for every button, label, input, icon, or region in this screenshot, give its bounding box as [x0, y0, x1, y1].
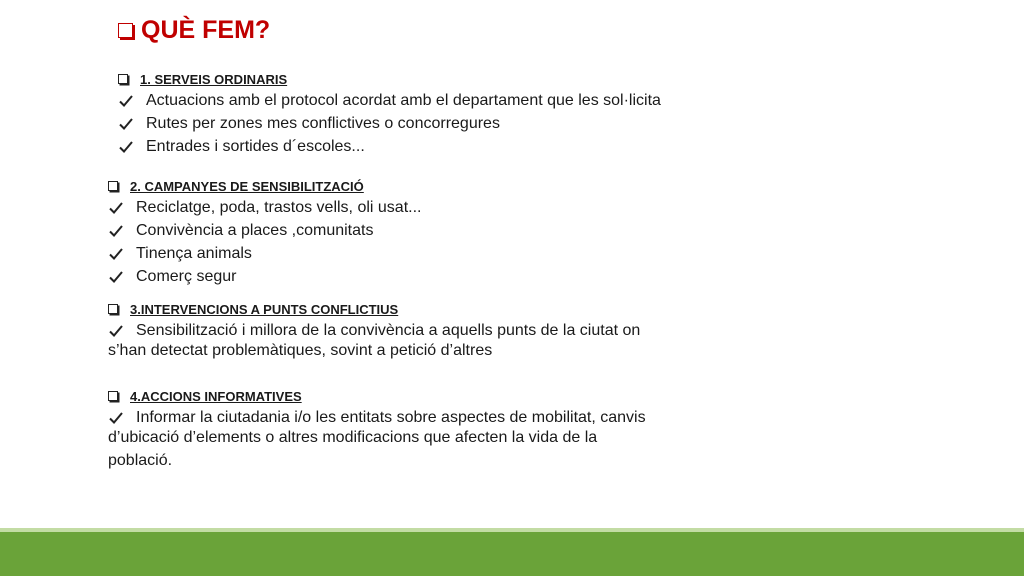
- square-bullet-icon: [108, 391, 118, 401]
- list-item: Comerç segur: [108, 265, 421, 288]
- checkmark-icon: [118, 139, 134, 155]
- list-item-continuation: població.: [108, 452, 173, 469]
- checkmark-icon: [108, 323, 124, 339]
- list-item: Actuacions amb el protocol acordat amb el departament que les sol·licita: [118, 89, 661, 112]
- list-item-continuation: d’ubicació d’elements o altres modificacions que afecten la vida de la: [108, 429, 598, 446]
- checkmark-icon: [108, 200, 124, 216]
- list-item: Informar la ciutadania i/o les entitats sobre aspectes de mobilitat, canvis: [108, 406, 646, 429]
- section-serveis-ordinaris: [118, 69, 661, 158]
- list-item: Reciclatge, poda, trastos vells, oli usat...: [108, 196, 421, 219]
- checkmark-icon: [118, 116, 134, 132]
- checkmark-icon: [108, 246, 124, 262]
- list-item: Tinença animals: [108, 242, 421, 265]
- footer-bar: [0, 528, 1024, 576]
- list-item: Entrades i sortides d´escoles...: [118, 135, 661, 158]
- checkmark-icon: [108, 410, 124, 426]
- slide-title-text: QUÈ FEM?: [141, 16, 271, 44]
- section-heading: 1. SERVEIS ORDINARIS: [118, 69, 661, 89]
- square-bullet-icon: [118, 23, 133, 38]
- section-heading: 3.INTERVENCIONS A PUNTS CONFLICTIUS: [108, 299, 640, 319]
- list-item-continuation: s’han detectat problemàtiques, sovint a petició d’altres: [108, 342, 493, 359]
- section-intervencions: [108, 299, 640, 365]
- section-heading: 2. CAMPANYES DE SENSIBILITZACIÓ: [108, 176, 421, 196]
- checkmark-icon: [118, 93, 134, 109]
- checkmark-icon: [108, 269, 124, 285]
- slide-title: [118, 16, 270, 45]
- list-item: Rutes per zones mes conflictives o concorregures: [118, 112, 661, 135]
- list-item: Sensibilització i millora de la convivència a aquells punts de la ciutat on: [108, 319, 640, 342]
- section-accions-informatives: [108, 386, 646, 475]
- square-bullet-icon: [118, 74, 128, 84]
- section-heading: 4.ACCIONS INFORMATIVES: [108, 386, 646, 406]
- square-bullet-icon: [108, 304, 118, 314]
- section-campanyes: [108, 176, 421, 288]
- list-item: Convivència a places ,comunitats: [108, 219, 421, 242]
- checkmark-icon: [108, 223, 124, 239]
- square-bullet-icon: [108, 181, 118, 191]
